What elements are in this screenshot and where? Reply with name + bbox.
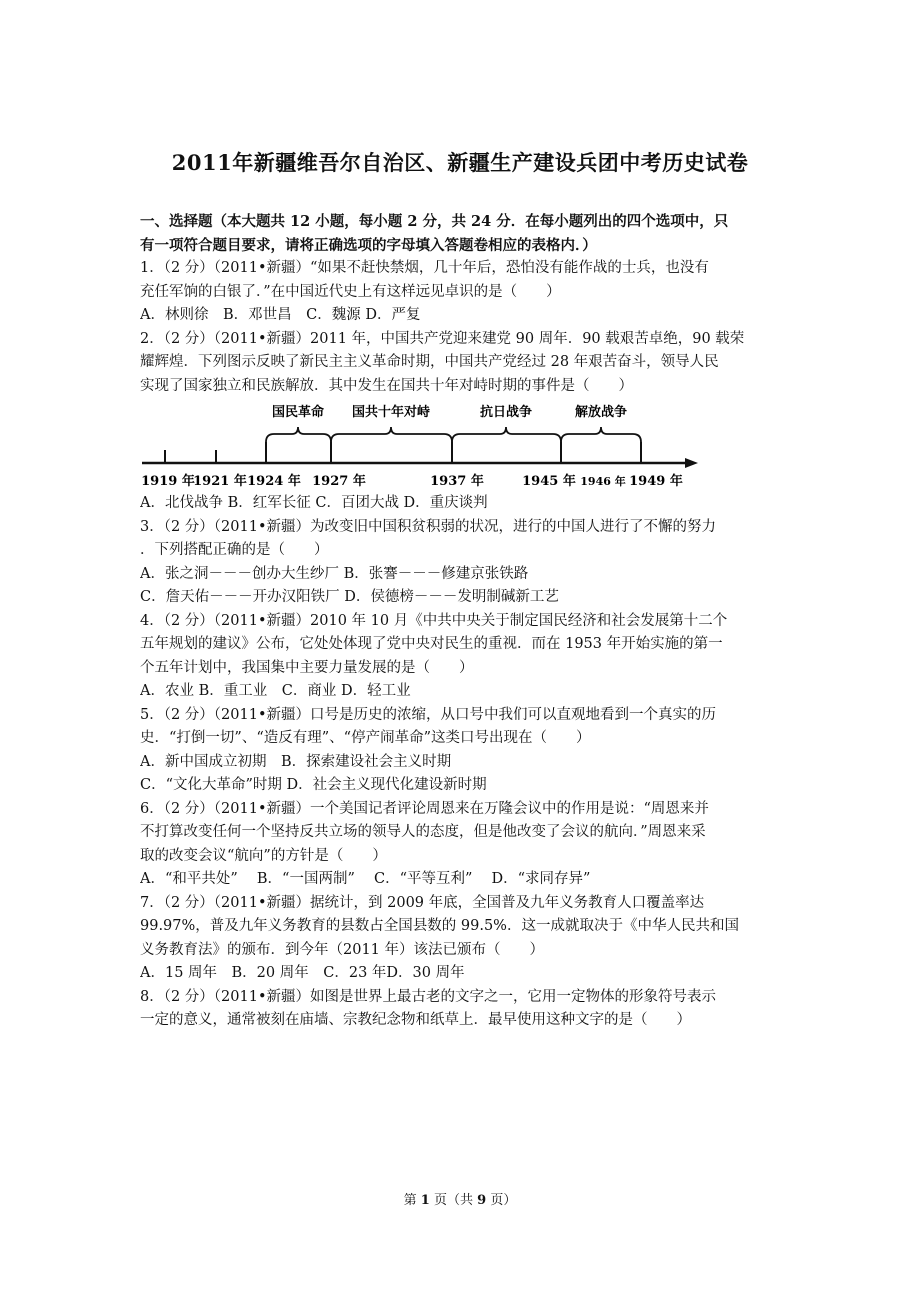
question-text: 一定的意义，通常被刻在庙墙、宗教纪念物和纸草上．最早使用这种文字的是（ ） [140, 1012, 691, 1028]
question-text: 取的改变会议“航向”的方针是（ ） [140, 847, 387, 864]
year-label: 1937 年 [430, 474, 484, 489]
exam-title: 2011年新疆维吾尔自治区、新疆生产建设兵团中考历史试卷 [171, 150, 749, 175]
timeline-diagram [140, 400, 700, 492]
answer-options: A．“和平共处” B．“一国两制” C．“平等互利” D．“求同存异” [140, 871, 591, 887]
question-text: 耀辉煌．下列图示反映了新民主主义革命时期，中国共产党经过 28 年艰苦奋斗，领导人民 [140, 354, 719, 370]
total-page-number: 9 [477, 1193, 487, 1208]
question-text: 5．（2 分）（2011•新疆）口号是历史的浓缩，从口号中我们可以直观地看到一个真实的历 [140, 706, 717, 723]
question-text: 义务教育法》的颁布．到今年（2011 年）该法已颁布（ ） [140, 941, 545, 958]
answer-options: C．“文化大革命”时期 D．社会主义现代化建设新时期 [140, 777, 487, 793]
timeline-figure [140, 400, 785, 492]
answer-options: A．15 周年 B．20 周年 C．23 年D．30 周年 [140, 965, 465, 981]
question-text: 6．（2 分）（2011•新疆）一个美国记者评论周恩来在万隆会议中的作用是说：“周恩来并 [140, 800, 709, 817]
question-text: 4．（2 分）（2011•新疆）2010 年 10 月《中共中央关于制定国民经济和社会发展第十二个 [140, 612, 728, 629]
question-4 [140, 610, 785, 704]
footer-prefix: 第 [403, 1193, 417, 1208]
year-label: 1921 年 [193, 474, 247, 489]
period-label: 解放战争 [574, 405, 628, 420]
year-label: 1924 年 [247, 474, 301, 489]
year-label: 1945 年 [522, 474, 576, 489]
current-page-number: 1 [420, 1193, 430, 1208]
page-footer [0, 1189, 920, 1208]
exam-body [140, 210, 785, 1033]
question-text: 7．（2 分）（2011•新疆）据统计，到 2009 年底，全国普及九年义务教育人口覆盖率达 [140, 894, 705, 911]
answer-options: A．北伐战争 B．红军长征 C．百团大战 D．重庆谈判 [140, 495, 488, 511]
period-label: 国民革命 [271, 405, 325, 420]
answer-options: A．农业 B．重工业 C．商业 D．轻工业 [140, 683, 411, 699]
year-label: 1949 年 [629, 474, 683, 489]
year-label: 1919 年 [141, 474, 195, 489]
footer-suffix: 页） [490, 1193, 517, 1208]
question-2 [140, 328, 785, 516]
brace-ten-year-confrontation [331, 427, 452, 442]
period-label: 抗日战争 [479, 405, 533, 420]
question-text: 五年规划的建议》公布，它处处体现了党中央对民生的重视．而在 1953 年开始实施的第一 [140, 636, 723, 652]
brace-national-revolution [266, 427, 331, 442]
footer-mid: 页（共 [433, 1193, 473, 1208]
answer-options: C．詹天佑－－－开办汉阳铁厂 D．侯德榜－－－发明制碱新工艺 [140, 589, 559, 605]
year-label: 1946 年 [580, 475, 626, 488]
question-7 [140, 892, 785, 986]
question-text: 不打算改变任何一个坚持反共立场的领导人的态度，但是他改变了会议的航向．”周恩来采 [140, 824, 706, 840]
section-heading-line-1: 一、选择题（本大题共 12 小题，每小题 2 分，共 24 分．在每小题列出的四个选项中，只 [140, 213, 729, 230]
question-text: ．下列搭配正确的是（ ） [140, 542, 329, 558]
question-text: 99.97%，普及九年义务教育的县数占全国县数的 99.5%．这一成就取决于《中华人民共和国 [140, 918, 739, 934]
brace-liberation-war [561, 427, 641, 442]
question-5 [140, 704, 785, 798]
question-text: 2．（2 分）（2011•新疆）2011 年，中国共产党迎来建党 90 周年．90 载艰苦卓绝，90 载荣 [140, 330, 745, 347]
period-label: 国共十年对峙 [351, 405, 431, 420]
question-6 [140, 798, 785, 892]
question-3 [140, 516, 785, 610]
question-8 [140, 986, 785, 1033]
year-label: 1927 年 [312, 474, 366, 489]
section-heading-line-2: 有一项符合题目要求，请将正确选项的字母填入答题卷相应的表格内．） [140, 236, 597, 254]
timeline-arrow-head [685, 458, 698, 468]
brace-anti-japanese-war [452, 427, 561, 442]
question-text: 3．（2 分）（2011•新疆）为改变旧中国积贫积弱的状况，进行的中国人进行了不懈的努力 [140, 518, 717, 535]
question-text: 1．（2 分）（2011•新疆）“如果不赶快禁烟，几十年后，恐怕没有能作战的士兵，也没有 [140, 260, 709, 276]
question-text: 充任军饷的白银了．”在中国近代史上有这样远见卓识的是（ ） [140, 283, 561, 300]
answer-options: A．张之洞－－－创办大生纱厂 B．张謇－－－修建京张铁路 [140, 565, 529, 582]
answer-options: A．新中国成立初期 B．探索建设社会主义时期 [140, 753, 452, 770]
question-text: 个五年计划中，我国集中主要力量发展的是（ ） [140, 659, 474, 676]
question-1 [140, 257, 785, 328]
question-text: 实现了国家独立和民族解放．其中发生在国共十年对峙时期的事件是（ ） [140, 377, 633, 394]
question-text: 史．“打倒一切”、“造反有理”、“停产闹革命”这类口号出现在（ ） [140, 730, 591, 746]
answer-options: A．林则徐 B．邓世昌 C．魏源 D．严复 [140, 307, 421, 323]
question-text: 8．（2 分）（2011•新疆）如图是世界上最古老的文字之一，它用一定物体的形象符号表示 [140, 988, 717, 1005]
